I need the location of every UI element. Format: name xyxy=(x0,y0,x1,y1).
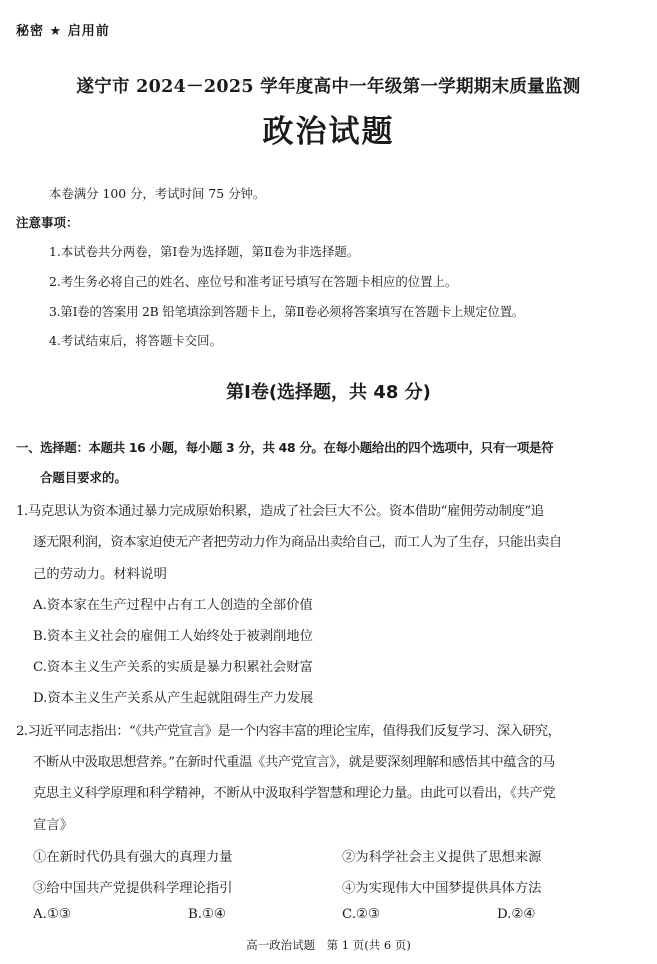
exam-title: 遂宁市 2024－2025 学年度高中一年级第一学期期末质量监测 xyxy=(76,77,581,97)
q1-option-a: A.资本家在生产过程中占有工人创造的全部价值 xyxy=(33,598,313,613)
q2-statement-2: ②为科学社会主义提供了思想来源 xyxy=(342,850,542,865)
note-item-4: 4.考试结束后，将答题卡交回。 xyxy=(49,333,222,348)
q1-option-d: D.资本主义生产关系从产生起就阻碍生产力发展 xyxy=(33,691,314,706)
score-time-note: 本卷满分 100 分，考试时间 75 分钟。 xyxy=(49,186,266,201)
q2-stem-line-3: 克思主义科学原理和科学精神，不断从中汲取科学智慧和理论力量。由此可以看出，《共产党 xyxy=(33,786,556,801)
q2-statement-4: ④为实现伟大中国梦提供具体方法 xyxy=(342,881,542,896)
section-instruction-line-1: 一、选择题：本题共 16 小题，每小题 3 分，共 48 分。在每小题给出的四个选项中，只有一项是符 xyxy=(16,440,554,455)
page-footer: 高一政治试题 第 1 页(共 6 页) xyxy=(246,938,411,952)
q2-statement-3: ③给中国共产党提供科学理论指引 xyxy=(33,881,233,896)
q2-stem-line-4: 宣言》 xyxy=(33,818,74,833)
q1-option-c: C.资本主义生产关系的实质是暴力积累社会财富 xyxy=(33,660,313,675)
q2-stem-line-2: 不断从中汲取思想营养。”在新时代重温《共产党宣言》，就是要深刻理解和感悟其中蕴含的马 xyxy=(33,755,555,770)
q2-option-c: C.②③ xyxy=(342,907,380,922)
note-item-1: 1.本试卷共分两卷，第Ⅰ卷为选择题，第Ⅱ卷为非选择题。 xyxy=(49,244,360,259)
q1-stem-line-3: 己的劳动力。材料说明 xyxy=(33,567,167,582)
q1-stem-line-2: 逐无限利润，资本家迫使无产者把劳动力作为商品出卖给自己，而工人为了生存，只能出卖自 xyxy=(33,535,562,550)
q2-option-a: A.①③ xyxy=(33,907,71,922)
q2-option-d: D.②④ xyxy=(497,907,536,922)
q1-option-b: B.资本主义社会的雇佣工人始终处于被剥削地位 xyxy=(33,629,313,644)
confidential-label: 秘密 ★ 启用前 xyxy=(16,24,110,39)
subject-title: 政治试题 xyxy=(262,114,395,150)
note-item-2: 2.考生务必将自己的姓名、座位号和准考证号填写在答题卡相应的位置上。 xyxy=(49,274,458,289)
notes-heading: 注意事项： xyxy=(16,215,79,230)
note-item-3: 3.第Ⅰ卷的答案用 2B 铅笔填涂到答题卡上，第Ⅱ卷必须将答案填写在答题卡上规定位置。 xyxy=(49,304,525,319)
section-instruction-line-2: 合题目要求的。 xyxy=(40,470,127,485)
q2-statement-1: ①在新时代仍具有强大的真理力量 xyxy=(33,850,233,865)
q2-option-b: B.①④ xyxy=(188,907,226,922)
section-title: 第Ⅰ卷(选择题，共 48 分) xyxy=(226,382,431,403)
q2-stem-line-1: 2.习近平同志指出：“《共产党宣言》是一个内容丰富的理论宝库，值得我们反复学习、深入研究， xyxy=(16,724,561,739)
q1-stem-line-1: 1.马克思认为资本通过暴力完成原始积累，造成了社会巨大不公。资本借助“雇佣劳动制度”追 xyxy=(16,504,544,519)
